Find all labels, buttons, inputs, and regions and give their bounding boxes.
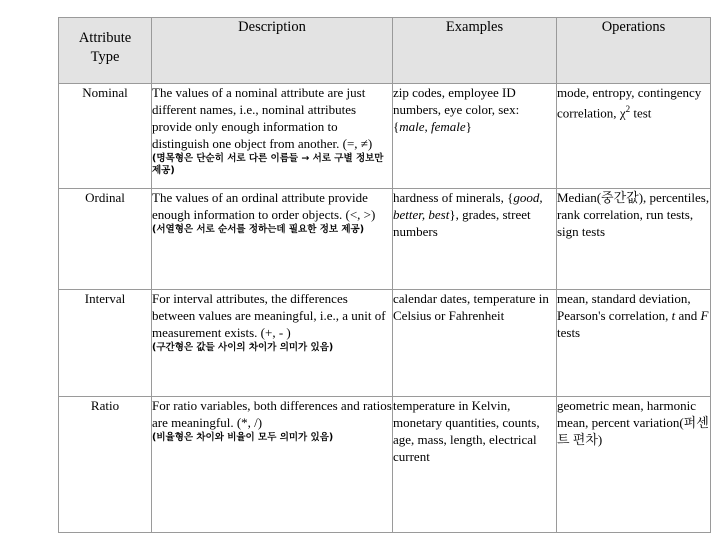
type-cell-ratio: Ratio xyxy=(59,397,152,533)
type-cell-nominal: Nominal xyxy=(59,84,152,189)
operations-text: mean, standard deviation, Pearson's correlation, xyxy=(557,291,691,323)
attribute-types-table xyxy=(58,17,711,533)
operations-cell-nominal xyxy=(557,84,711,189)
operations-text-end: test xyxy=(630,105,652,121)
type-cell-ordinal: Ordinal xyxy=(59,189,152,290)
header-examples: Examples xyxy=(393,18,557,84)
description-cell-ordinal xyxy=(152,189,393,290)
table-header-row xyxy=(59,18,711,84)
header-operations: Operations xyxy=(557,18,711,84)
header-attribute-type: Attribute Type xyxy=(59,18,152,84)
examples-cell-interval: calendar dates, temperature in Celsius or Fahrenheit xyxy=(393,290,557,397)
operations-cell-ratio: geometric mean, harmonic mean, percent variation(퍼센트 편차) xyxy=(557,397,711,533)
description-cell-interval xyxy=(152,290,393,397)
description-text: For interval attributes, the differences between values are meaningful, i.e., a unit of measurement exists. (+, - ) xyxy=(152,291,386,340)
examples-cell-nominal xyxy=(393,84,557,189)
table-row-ratio xyxy=(59,397,711,533)
type-cell-interval: Interval xyxy=(59,290,152,397)
chi-superscript: 2 xyxy=(625,104,631,114)
examples-italic: good, better, best xyxy=(393,190,543,222)
description-korean-note: (비율형은 차이와 비율이 모두 의미가 있음) xyxy=(152,432,334,443)
operations-cell-interval xyxy=(557,290,711,397)
examples-cell-ratio: temperature in Kelvin, monetary quantities, counts, age, mass, length, electrical current xyxy=(393,397,557,533)
examples-italic: male, female xyxy=(399,119,466,134)
description-korean-note: (명목형은 단순히 서로 다른 이름들 → 서로 구별 정보만 제공) xyxy=(152,153,384,176)
table-row-ordinal xyxy=(59,189,711,290)
header-description: Description xyxy=(152,18,393,84)
description-text: For ratio variables, both differences and ratios are meaningful. (*, /) xyxy=(152,398,392,430)
description-korean-note: (서열형은 서로 순서를 정하는데 필요한 정보 제공) xyxy=(152,224,365,235)
operations-and: and xyxy=(675,308,701,323)
examples-text: hardness of minerals, { xyxy=(393,190,514,205)
table-row-nominal xyxy=(59,84,711,189)
description-cell-ratio xyxy=(152,397,393,533)
examples-text-end: } xyxy=(465,119,472,134)
examples-text: zip codes, employee ID numbers, eye color, sex: { xyxy=(393,85,520,134)
f-symbol: F xyxy=(700,308,709,323)
table-row-interval xyxy=(59,290,711,397)
description-korean-note: (구간형은 값들 사이의 차이가 의미가 있음) xyxy=(152,342,334,353)
operations-text: mode, entropy, contingency correlation, xyxy=(557,85,702,121)
t-symbol: t xyxy=(671,308,676,323)
examples-text-end: }, grades, street numbers xyxy=(393,207,531,239)
description-text: The values of an ordinal attribute provide enough information to order objects. (<, >) xyxy=(152,190,376,222)
description-text: The values of a nominal attribute are just different names, i.e., nominal attributes provide only enough information to distinguish one object from another. (=, ≠) xyxy=(152,85,373,151)
description-cell-nominal xyxy=(152,84,393,189)
examples-cell-ordinal xyxy=(393,189,557,290)
operations-text-end: tests xyxy=(557,325,581,340)
chi-symbol: χ xyxy=(619,105,626,121)
operations-cell-ordinal: Median(중간값), percentiles, rank correlation, run tests, sign tests xyxy=(557,189,711,290)
